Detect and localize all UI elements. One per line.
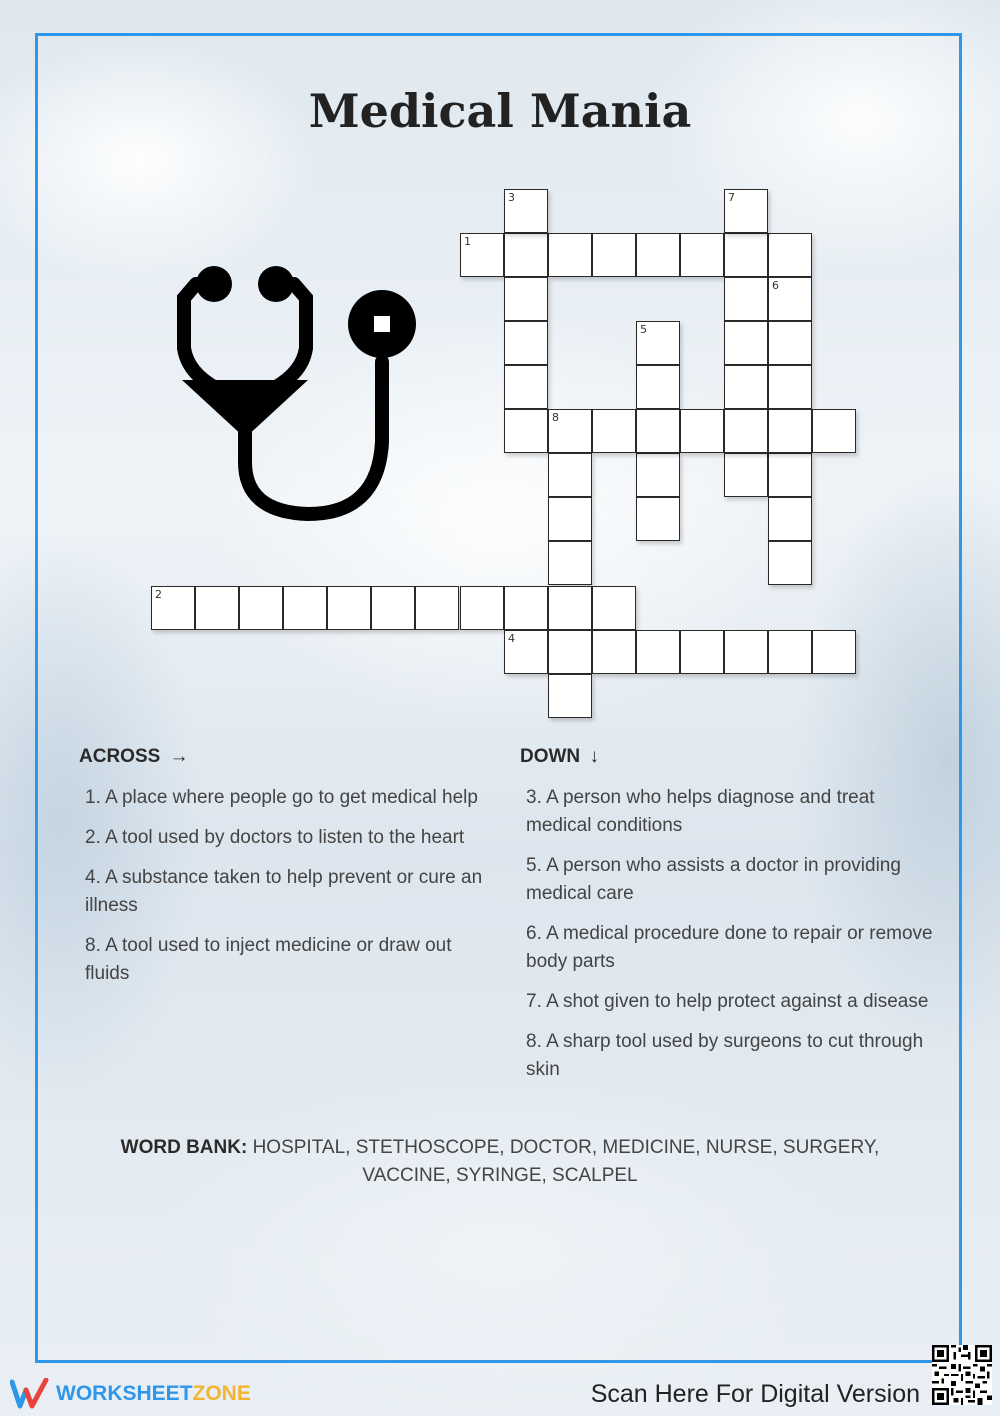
clue-number: 7 <box>728 191 735 204</box>
crossword-cell[interactable] <box>636 365 680 409</box>
crossword-cell[interactable] <box>636 630 680 674</box>
arrow-right-icon: → <box>169 746 189 767</box>
crossword-cell[interactable] <box>636 321 680 365</box>
arrow-down-icon: ↓ <box>589 746 599 767</box>
crossword-cell[interactable] <box>724 630 768 674</box>
logo-text-part2: ZONE <box>192 1382 251 1405</box>
qr-code-icon[interactable] <box>932 1345 992 1405</box>
clue-number: 1 <box>464 235 471 248</box>
across-heading <box>79 746 189 768</box>
word-bank-label: WORD BANK: <box>120 1137 248 1158</box>
crossword-cell[interactable] <box>327 586 371 630</box>
crossword-cell[interactable] <box>504 233 548 277</box>
down-clues <box>526 784 936 1096</box>
across-clues <box>85 784 490 1000</box>
crossword-cell[interactable] <box>548 233 592 277</box>
logo-text <box>56 1382 251 1406</box>
clue-number: 2 <box>155 588 162 601</box>
worksheetzone-logo[interactable] <box>10 1376 251 1412</box>
crossword-cell[interactable] <box>504 189 548 233</box>
crossword-cell[interactable] <box>548 630 592 674</box>
clue-down-8: 8. A sharp tool used by surgeons to cut through skin <box>526 1031 924 1080</box>
logo-text-part1: WORKSHEET <box>56 1382 193 1405</box>
crossword-cell[interactable] <box>724 277 768 321</box>
crossword-cell[interactable] <box>680 409 724 453</box>
crossword-cell[interactable] <box>768 409 812 453</box>
clue-number: 4 <box>508 632 515 645</box>
crossword-cell[interactable] <box>768 277 812 321</box>
crossword-cell[interactable] <box>592 409 636 453</box>
crossword-cell[interactable] <box>768 541 812 585</box>
crossword-cell[interactable] <box>724 365 768 409</box>
clue-down-6: 6. A medical procedure done to repair or remove body parts <box>526 923 933 972</box>
crossword-cell[interactable] <box>592 630 636 674</box>
scan-here-text: Scan Here For Digital Version <box>590 1380 920 1408</box>
crossword-cell[interactable] <box>768 630 812 674</box>
crossword-cell[interactable] <box>371 586 415 630</box>
crossword-cell[interactable] <box>504 365 548 409</box>
crossword-cell[interactable] <box>548 497 592 541</box>
crossword-cell[interactable] <box>504 586 548 630</box>
crossword-cell[interactable] <box>504 630 548 674</box>
crossword-cell[interactable] <box>592 586 636 630</box>
crossword-cell[interactable] <box>504 321 548 365</box>
crossword-cell[interactable] <box>239 586 283 630</box>
crossword-cell[interactable] <box>724 233 768 277</box>
crossword-cell[interactable] <box>415 586 459 630</box>
crossword-cell[interactable] <box>724 321 768 365</box>
clue-across-1: 1. A place where people go to get medical help <box>85 787 478 808</box>
crossword-cell[interactable] <box>636 409 680 453</box>
clue-down-7: 7. A shot given to help protect against a disease <box>526 991 929 1012</box>
crossword-cell[interactable] <box>724 409 768 453</box>
clue-across-2: 2. A tool used by doctors to listen to the heart <box>85 827 465 848</box>
worksheetzone-logo-icon <box>10 1378 50 1410</box>
crossword-cell[interactable] <box>592 233 636 277</box>
crossword-cell[interactable] <box>724 453 768 497</box>
crossword-cell[interactable] <box>548 541 592 585</box>
crossword-cell[interactable] <box>636 233 680 277</box>
crossword-cell[interactable] <box>504 277 548 321</box>
crossword-cell[interactable] <box>548 453 592 497</box>
crossword-cell[interactable] <box>636 497 680 541</box>
down-heading-text: DOWN <box>520 746 581 767</box>
crossword-cell[interactable] <box>195 586 239 630</box>
clue-number: 5 <box>640 323 647 336</box>
word-bank-words: HOSPITAL, STETHOSCOPE, DOCTOR, MEDICINE, NURSE, SURGERY, VACCINE, SYRINGE, SCALPEL <box>252 1137 880 1186</box>
page-title: Medical Mania <box>308 84 692 138</box>
crossword-cell[interactable] <box>768 365 812 409</box>
clue-across-4: 4. A substance taken to help prevent or cure an illness <box>85 867 483 916</box>
crossword-cell[interactable] <box>724 189 768 233</box>
across-heading-text: ACROSS <box>79 746 161 767</box>
crossword-cell[interactable] <box>548 674 592 718</box>
crossword-cell[interactable] <box>548 586 592 630</box>
crossword-cell[interactable] <box>460 233 504 277</box>
crossword-cell[interactable] <box>460 586 504 630</box>
crossword-cell[interactable] <box>636 453 680 497</box>
clue-number: 3 <box>508 191 515 204</box>
crossword-cell[interactable] <box>812 409 856 453</box>
crossword-cell[interactable] <box>680 233 724 277</box>
clue-across-8: 8. A tool used to inject medicine or draw out fluids <box>85 935 452 984</box>
clue-number: 8 <box>552 411 559 424</box>
crossword-cell[interactable] <box>680 630 724 674</box>
crossword-cell[interactable] <box>768 497 812 541</box>
clue-number: 6 <box>772 279 779 292</box>
down-heading <box>520 746 599 768</box>
crossword-cell[interactable] <box>768 233 812 277</box>
word-bank <box>100 1134 900 1190</box>
crossword-cell[interactable] <box>548 409 592 453</box>
crossword-cell[interactable] <box>812 630 856 674</box>
clue-down-5: 5. A person who assists a doctor in providing medical care <box>526 855 901 904</box>
crossword-cell[interactable] <box>504 409 548 453</box>
crossword-cell[interactable] <box>283 586 327 630</box>
crossword-cell[interactable] <box>768 321 812 365</box>
crossword-cell[interactable] <box>768 453 812 497</box>
crossword-cell[interactable] <box>151 586 195 630</box>
clue-down-3: 3. A person who helps diagnose and treat medical conditions <box>526 787 875 836</box>
